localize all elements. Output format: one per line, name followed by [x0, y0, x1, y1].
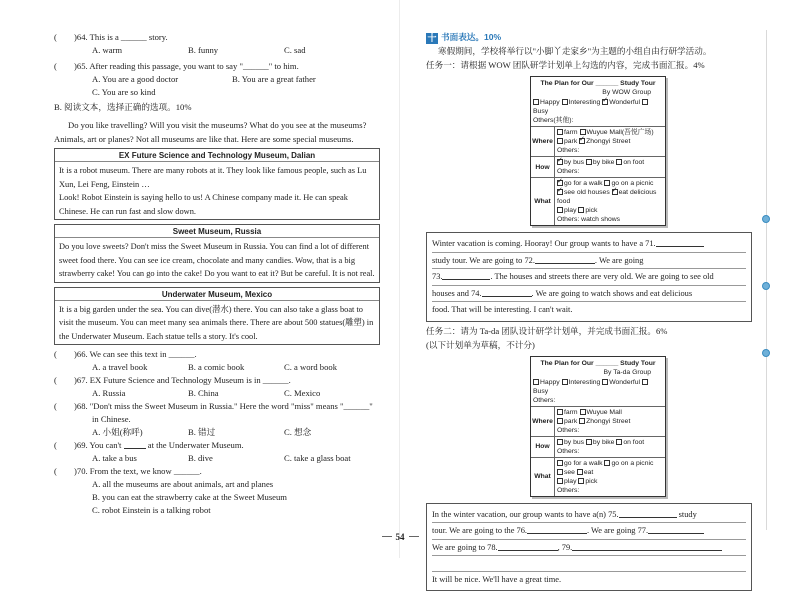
question-68 [54, 401, 380, 414]
what-option: go on a picnic [611, 180, 653, 187]
row-label: What [531, 178, 555, 225]
blank-number: 72. [524, 256, 534, 265]
dash-decoration [382, 536, 392, 537]
plan-title: The Plan for Our ______ Study Tour [531, 357, 665, 368]
writing-line-empty[interactable] [432, 556, 746, 572]
checkbox-icon[interactable] [616, 159, 622, 165]
option-c[interactable]: C. sad [284, 45, 380, 58]
museum-box-russia [54, 224, 380, 283]
checkbox-icon[interactable] [579, 418, 585, 424]
dash-decoration [409, 536, 419, 537]
checkbox-icon[interactable] [533, 379, 539, 385]
what-option: go for a walk [564, 180, 603, 187]
question-stem: at the Underwater Museum. [148, 440, 244, 450]
feel-option: Wonderful [609, 379, 640, 386]
writing-text: houses and [432, 289, 469, 298]
plan-row-how [531, 156, 665, 177]
option-a[interactable]: A. 小姐(称呼) [92, 427, 188, 440]
answer-blank[interactable] [482, 288, 532, 297]
row-label: How [531, 157, 555, 177]
how-option: by bus [564, 159, 584, 166]
binding-ring-icon [762, 349, 770, 357]
feel-option: Busy [533, 108, 548, 115]
answer-blank[interactable] [656, 238, 704, 247]
checkbox-icon[interactable] [586, 159, 592, 165]
checkbox-icon[interactable] [557, 418, 563, 424]
option-b[interactable]: B. dive [188, 453, 284, 466]
page-number [0, 532, 800, 543]
option-c[interactable]: C. robot Einstein is a talking robot [54, 505, 380, 518]
where-option: Wuyue Mall [587, 409, 622, 416]
option-c[interactable]: C. Mexico [284, 388, 380, 401]
writing-text: In the winter vacation, our group wants to have a(n) [432, 510, 606, 519]
question-70 [54, 466, 380, 479]
answer-blank[interactable] [124, 440, 146, 449]
writing-prompt: 寒假期间，学校将举行以"小脚丫走家乡"为主题的小组自由行研学活动。 [426, 46, 752, 60]
where-option: park [564, 418, 577, 425]
writing-line [432, 286, 746, 303]
where-others: Others: [557, 146, 663, 155]
option-c[interactable]: C. You are so kind [54, 87, 380, 100]
plan-feel-options [531, 377, 665, 406]
writing-text: . We are going to watch shows and eat delicious [532, 289, 693, 298]
checkbox-icon[interactable] [604, 180, 610, 186]
blank-number: 77. [638, 526, 648, 535]
checkbox-icon[interactable] [642, 99, 648, 105]
left-column [54, 32, 380, 518]
what-option: go on a picnic [611, 460, 653, 467]
question-stem: ( )65. After reading this passage, you want to say "______" to him. [54, 61, 299, 71]
how-option: on foot [623, 439, 644, 446]
blank-number: 74. [471, 289, 481, 298]
question-66-options [54, 362, 380, 375]
blank-number: 73. [432, 272, 442, 281]
blank-number: 71. [645, 239, 655, 248]
answer-blank[interactable] [535, 255, 595, 264]
writing-text: We are going to [432, 543, 485, 552]
question-64 [54, 32, 380, 45]
option-c[interactable]: C. take a glass boat [284, 453, 380, 466]
checkbox-icon[interactable] [616, 439, 622, 445]
feel-option: Busy [533, 388, 548, 395]
what-option: play [564, 207, 576, 214]
checkbox-checked-icon[interactable] [557, 159, 563, 165]
where-option: Zhongyi Street [586, 138, 630, 145]
option-b[interactable]: B. China [188, 388, 284, 401]
plan-row-where [531, 126, 665, 156]
checkbox-icon[interactable] [557, 439, 563, 445]
checkbox-icon[interactable] [557, 460, 563, 466]
museum-box-dalian [54, 148, 380, 220]
how-option: by bike [593, 439, 615, 446]
box-title: EX Future Science and Technology Museum, Dalian [55, 149, 379, 162]
checkbox-icon[interactable] [586, 439, 592, 445]
what-others: Others: watch shows [557, 215, 663, 224]
option-a[interactable]: A. a travel book [92, 362, 188, 375]
box-title: Underwater Museum, Mexico [55, 288, 379, 301]
option-b[interactable]: B. You are a great father [232, 74, 372, 87]
checkbox-icon[interactable] [580, 409, 586, 415]
checkbox-checked-icon[interactable] [579, 138, 585, 144]
checkbox-icon[interactable] [577, 469, 583, 475]
where-option: Zhongyi Street [586, 418, 630, 425]
how-others: Others: [557, 447, 663, 456]
task-2: 任务二：请为 Ta-da 团队设计研学计划单，并完成书面汇报。6% [426, 326, 752, 340]
question-stem: ( )68. "Don't miss the Sweet Museum in Russia." Here the word "miss" means "______" [54, 401, 373, 411]
plan-row-what [531, 177, 665, 225]
checkbox-icon[interactable] [557, 138, 563, 144]
checkbox-icon[interactable] [562, 99, 568, 105]
question-67-options [54, 388, 380, 401]
right-column [426, 32, 752, 591]
feel-option: Interesting [569, 379, 601, 386]
writing-line: food. That will be interesting. I can't wait. [432, 302, 746, 318]
binding-ring-icon [762, 215, 770, 223]
option-b[interactable]: B. 错过 [188, 427, 284, 440]
checkbox-icon[interactable] [557, 478, 563, 484]
blank-number: 76. [517, 526, 527, 535]
writing-text: Winter vacation is coming. Hooray! Our group wants to have a [432, 239, 643, 248]
option-a[interactable]: A. You are a good doctor [92, 74, 232, 87]
row-label: Where [531, 127, 555, 156]
option-a[interactable]: A. Russia [92, 388, 188, 401]
box-text: It is a robot museum. There are many robots at it. They look like famous people, such as Lu Xun, Lei Feng, Einstein … [59, 164, 375, 191]
plan-row-what [531, 457, 665, 496]
question-66 [54, 349, 380, 362]
page-crease [399, 0, 400, 558]
section-title: 书面表达。10% [441, 32, 501, 42]
what-option: see [564, 469, 575, 476]
checkbox-checked-icon[interactable] [612, 189, 618, 195]
question-stem: ( )66. We can see this text in ______. [54, 349, 197, 359]
how-option: by bike [593, 159, 615, 166]
box-text: It is a big garden under the sea. You can dive(潜水) there. You can also take a glass boat to visit the museum. You can meet many sea animals there. There are about 500 statues(雕塑) in the Underwater Museum. Each statue tells a story. It's cool. [59, 303, 375, 344]
writing-text: tour. We are going to the [432, 526, 514, 535]
feel-option: Happy [540, 99, 560, 106]
plan-row-where [531, 406, 665, 436]
plan-row-how [531, 436, 665, 457]
writing-section-header [426, 32, 752, 46]
plus-icon: 十 [426, 33, 438, 44]
reading-intro: Do you like travelling? Will you visit the museums? What do you see at the museums? Animals, art or planes? Not all museums are like that. Here are some special museums. [54, 118, 380, 146]
checkbox-icon[interactable] [578, 207, 584, 213]
question-stem: ( )69. You can't [54, 440, 121, 450]
blank-number: , 79. [558, 543, 573, 552]
feel-option: Wonderful [609, 99, 640, 106]
feel-option: Interesting [569, 99, 601, 106]
writing-box-1 [426, 232, 752, 322]
plan-card-wow [530, 76, 666, 226]
what-option: pick [585, 207, 597, 214]
checkbox-icon[interactable] [562, 379, 568, 385]
writing-text: . The houses and streets there are very old. We are going to see old [490, 272, 713, 281]
where-option: park [564, 138, 577, 145]
page-number-text: 54 [396, 532, 405, 542]
writing-box-2 [426, 503, 752, 591]
box-text: Look! Robot Einstein is saying hello to us! A Chinese company made it. He can speak Chinese. He can run fast and slow down. [59, 191, 375, 218]
task-1: 任务一：请根据 WOW 团队研学计划单上勾选的内容，完成书面汇报。4% [426, 60, 752, 74]
row-label: How [531, 437, 555, 457]
option-a[interactable]: A. all the museums are about animals, art and planes [54, 479, 380, 492]
where-option: farm [564, 129, 578, 136]
checkbox-icon[interactable] [557, 129, 563, 135]
how-option: on foot [623, 159, 644, 166]
what-option: see old houses [564, 189, 610, 196]
where-option: Wuyue Mall(吾悦广场) [587, 129, 654, 136]
option-c[interactable]: C. a word book [284, 362, 380, 375]
where-option: farm [564, 409, 578, 416]
checkbox-icon[interactable] [557, 207, 563, 213]
feel-others: Others(其他): [533, 116, 663, 125]
row-label: What [531, 458, 555, 496]
option-a[interactable]: A. warm [92, 45, 188, 58]
what-option: pick [585, 478, 597, 485]
question-68-options [54, 427, 380, 440]
plan-title: The Plan for Our ______ Study Tour [531, 77, 665, 88]
plan-feel-options [531, 97, 665, 126]
checkbox-icon[interactable] [642, 379, 648, 385]
how-others: Others: [557, 167, 663, 176]
binding-ring-icon [762, 282, 770, 290]
checkbox-checked-icon[interactable] [602, 99, 608, 105]
box-text: Do you love sweets? Don't miss the Sweet Museum in Russia. You can find a lot of different sweet food there. You can see ice cream, chocolate and many candies. Wow, that is a big strawberry cake! You can go into the cake! Do you want to eat it? But be careful. It is not real. [59, 240, 375, 281]
option-b[interactable]: B. a comic book [188, 362, 284, 375]
question-stem: ( )64. This is a ______ story. [54, 32, 168, 42]
plan-card-tada [530, 356, 666, 497]
question-65 [54, 61, 380, 74]
option-b[interactable]: B. funny [188, 45, 284, 58]
question-67 [54, 375, 380, 388]
checkbox-icon[interactable] [578, 478, 584, 484]
question-stem: ( )67. EX Future Science and Technology Museum is in ______. [54, 375, 291, 385]
what-option: eat delicious food [557, 189, 656, 205]
writing-line [432, 253, 746, 270]
binding-gutter [766, 30, 767, 530]
checkbox-icon[interactable] [557, 469, 563, 475]
writing-line: It will be nice. We'll have a great time. [432, 572, 746, 588]
plan-by: By WOW Group [531, 88, 665, 97]
writing-line [432, 269, 746, 286]
writing-text: study [679, 510, 697, 519]
what-option: go for a walk [564, 460, 603, 467]
checkbox-icon[interactable] [557, 409, 563, 415]
question-65-options [54, 74, 380, 87]
checkbox-checked-icon[interactable] [557, 189, 563, 195]
question-stem: ( )70. From the text, we know ______. [54, 466, 202, 476]
question-stem-cont: in Chinese. [54, 414, 380, 427]
writing-text: . We are going [595, 256, 643, 265]
question-69 [54, 440, 380, 453]
checkbox-icon[interactable] [604, 460, 610, 466]
what-others: Others: [557, 486, 663, 495]
box-title: Sweet Museum, Russia [55, 225, 379, 238]
where-others: Others: [557, 426, 663, 435]
question-69-options [54, 453, 380, 466]
task-2-note: (以下计划单为草稿，不计分) [426, 340, 752, 354]
what-option: play [564, 478, 576, 485]
writing-text: study tour. We are going to [432, 256, 522, 265]
feel-option: Happy [540, 379, 560, 386]
plan-by: By Ta-da Group [531, 368, 665, 377]
writing-line [432, 236, 746, 253]
feel-others: Others: [533, 396, 663, 405]
answer-blank[interactable] [619, 509, 677, 518]
option-b[interactable]: B. you can eat the strawberry cake at the Sweet Museum [54, 492, 380, 505]
what-option: eat [584, 469, 593, 476]
row-label: Where [531, 407, 555, 436]
question-64-options [54, 45, 380, 58]
how-option: by bus [564, 439, 584, 446]
checkbox-icon[interactable] [533, 99, 539, 105]
writing-line [432, 507, 746, 524]
option-a[interactable]: A. take a bus [92, 453, 188, 466]
writing-text: . We are going [587, 526, 635, 535]
museum-box-mexico [54, 287, 380, 346]
checkbox-icon[interactable] [602, 379, 608, 385]
blank-number: 78. [487, 543, 497, 552]
option-c[interactable]: C. 想念 [284, 427, 380, 440]
answer-blank[interactable] [442, 271, 490, 280]
blank-number: 75. [608, 510, 618, 519]
section-b-title: B. 阅读文本，选择正确的选项。10% [54, 102, 380, 116]
